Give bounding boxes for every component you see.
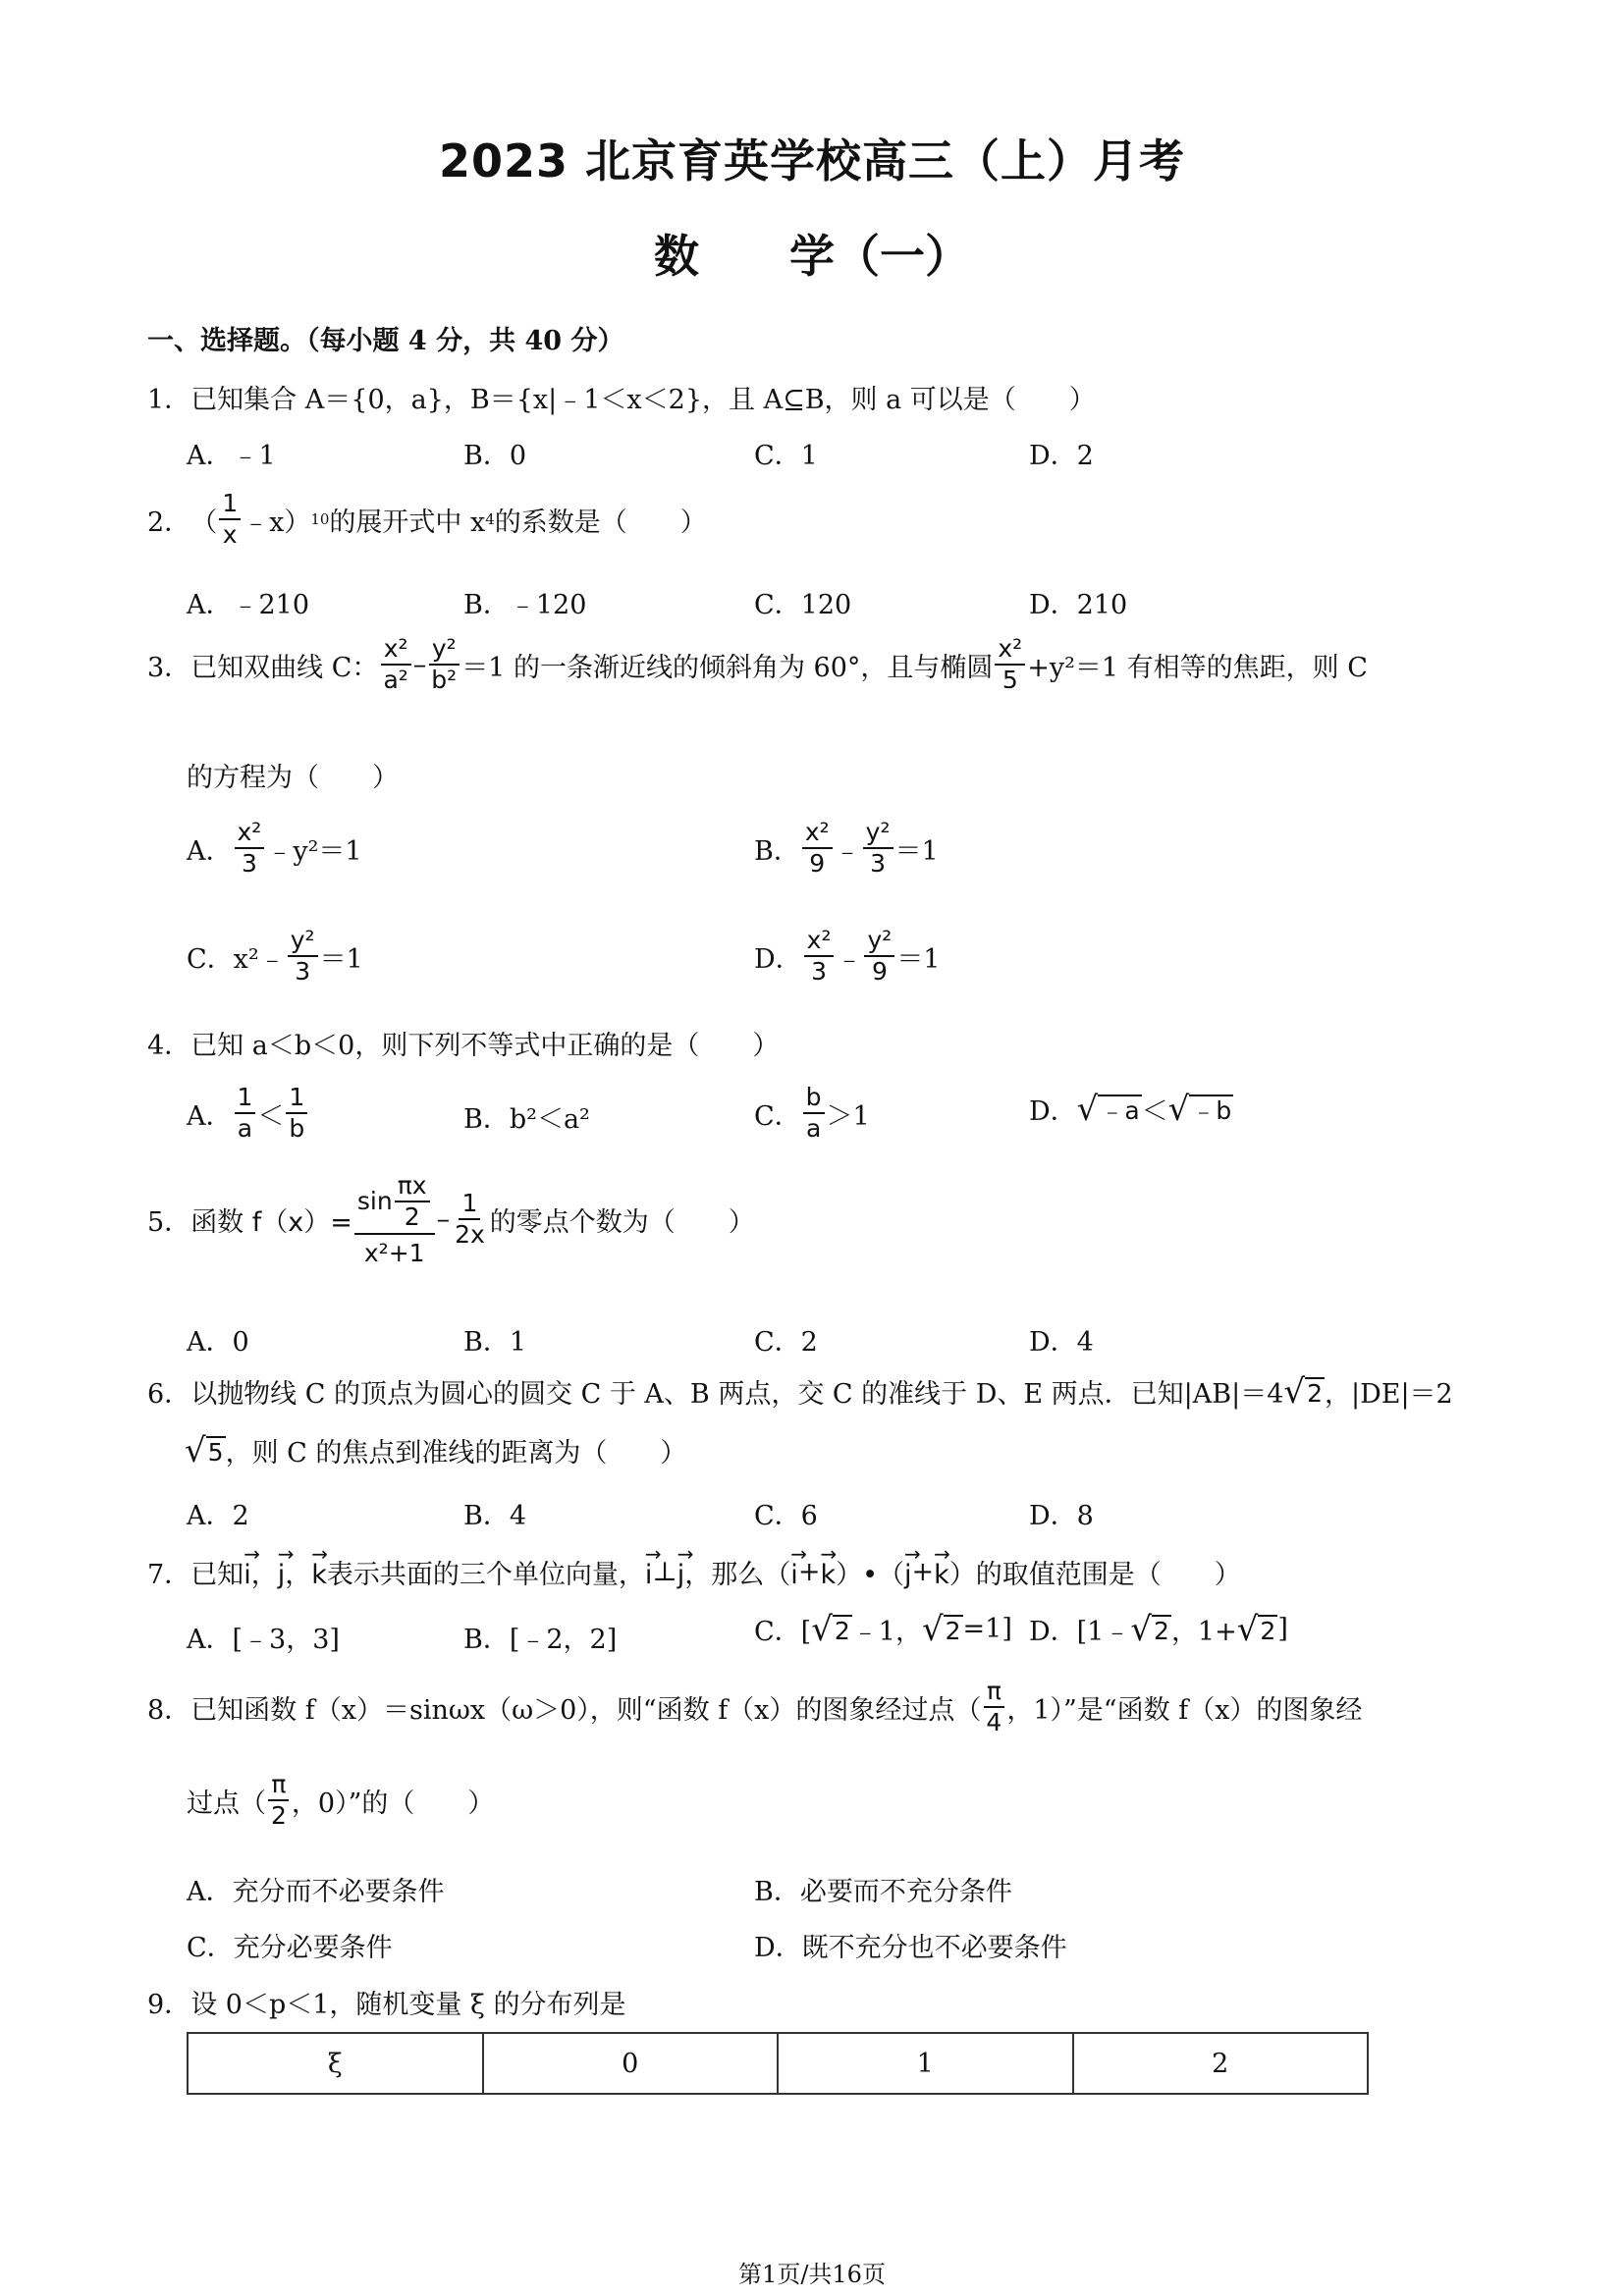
question-stem: 的展开式中 x <box>329 507 486 538</box>
fraction <box>235 820 265 878</box>
vector-k: → k <box>820 1554 836 1590</box>
q1-option-b: B．0 <box>463 441 527 471</box>
question-4 <box>147 1024 779 1062</box>
q4-option-d <box>1029 1090 1233 1128</box>
question-stem: ，那么（ <box>684 1560 791 1590</box>
q2-option-d: D．210 <box>1029 590 1128 620</box>
plus-sign: + <box>911 1557 935 1587</box>
vector-j: → j <box>677 1554 685 1590</box>
option-pre: x²﹣ <box>233 943 286 975</box>
greater-than-one: ＞1 <box>826 1100 870 1132</box>
minus-sign: – <box>412 649 427 680</box>
option-post: =1] <box>962 1614 1012 1644</box>
q3-option-d <box>754 928 941 986</box>
option-label: C． <box>187 943 234 975</box>
big-fraction <box>354 1173 435 1266</box>
question-number: 5． <box>147 1206 191 1238</box>
fraction-numerator: x² <box>802 820 833 849</box>
q1-option-a: A．﹣1 <box>187 441 276 471</box>
fraction-numerator: 1 <box>459 1191 480 1220</box>
exponent: 10 <box>310 510 330 529</box>
fraction <box>452 1191 488 1249</box>
sqrt-expression: √ ﹣b <box>1167 1089 1232 1129</box>
question-stem: 已知函数 f（x）＝sinωx（ω＞0），则“函数 f（x）的图象经过点（ <box>190 1694 982 1726</box>
comma: ， <box>285 1560 312 1590</box>
question-stem: ＝1 的一条渐近线的倾斜角为 60°，且与椭圆 <box>461 652 994 683</box>
radicand: 2 <box>1307 1378 1323 1408</box>
q5-option-b: B．1 <box>463 1327 527 1358</box>
q8-option-b: B．必要而不充分条件 <box>754 1877 1012 1907</box>
fraction <box>803 1085 825 1143</box>
fraction-denominator: x <box>222 520 238 550</box>
fraction-denominator: 2 <box>271 1801 287 1831</box>
fraction <box>995 636 1025 694</box>
q6-option-c: C．6 <box>754 1501 818 1531</box>
fraction-denominator: a <box>237 1114 253 1144</box>
option-label: D． <box>1029 1096 1077 1127</box>
question-number: 8． <box>147 1694 191 1726</box>
question-stem: 表示共面的三个单位向量， <box>326 1560 645 1590</box>
q1-option-d: D．2 <box>1029 441 1094 471</box>
sqrt-expression: √ 2 <box>811 1609 850 1649</box>
vector-j: → j <box>904 1554 912 1590</box>
fraction-denominator: x²+1 <box>363 1238 425 1267</box>
fraction-denominator: 3 <box>811 957 828 987</box>
fraction-numerator: y² <box>429 636 460 666</box>
q7-option-c <box>754 1610 1012 1648</box>
question-stem: 已知 a＜b＜0，则下列不等式中正确的是（ ） <box>190 1031 780 1061</box>
q5-option-d: D．4 <box>1029 1327 1094 1358</box>
option-rest: ＝1 <box>319 943 363 975</box>
sqrt-expression: √ 5 <box>185 1430 224 1470</box>
fraction-denominator: 2 <box>404 1202 420 1232</box>
minus-sign: – <box>436 1203 451 1235</box>
paren-open: （ <box>190 507 218 538</box>
q8-option-a: A．充分而不必要条件 <box>187 1877 445 1907</box>
radicand: 2 <box>1154 1616 1169 1645</box>
sin-label: sin <box>356 1187 393 1216</box>
fraction-numerator: y² <box>288 928 318 957</box>
question-stem-tail: 的零点个数为（ ） <box>489 1206 755 1238</box>
fraction <box>428 636 460 694</box>
question-9 <box>147 1983 625 2021</box>
sqrt-expression: √ 2 <box>1236 1609 1276 1649</box>
section-heading: 一、选择题。（每小题 4 分，共 40 分） <box>147 326 624 356</box>
option-rest: ＝1 <box>896 943 941 975</box>
question-number: 2． <box>147 507 191 538</box>
question-5 <box>147 1173 755 1266</box>
fraction-denominator: 3 <box>295 957 311 987</box>
option-label: A． <box>187 835 233 867</box>
dot-product: ）•（ <box>836 1560 905 1590</box>
fraction-numerator: b <box>803 1085 825 1114</box>
question-stem: ，0）”的（ ） <box>291 1788 495 1819</box>
option-label: B． <box>754 835 800 867</box>
fraction-numerator: 1 <box>235 1085 256 1114</box>
question-8-line2 <box>187 1772 494 1830</box>
q7-option-a: A．[﹣3，3] <box>187 1625 340 1655</box>
fraction-numerator: x² <box>995 636 1025 666</box>
question-number: 9． <box>147 1990 191 2020</box>
option-label: D．[1﹣ <box>1029 1617 1131 1647</box>
binomial-tail: ﹣x） <box>243 507 311 538</box>
sqrt-expression: √ ﹣a <box>1076 1089 1140 1129</box>
q1-option-c: C．1 <box>754 441 818 471</box>
q6-option-d: D．8 <box>1029 1501 1094 1531</box>
question-stem: 已知双曲线 C： <box>190 652 379 683</box>
question-6 <box>147 1372 1453 1411</box>
exam-subtitle: 数 学（一） <box>654 230 970 283</box>
fraction-numerator: y² <box>863 820 893 849</box>
question-stem: 已知 <box>190 1560 244 1590</box>
fraction-numerator: π <box>984 1679 1004 1708</box>
perp-sign: ⊥ <box>652 1557 677 1587</box>
plus-sign: + <box>797 1557 821 1587</box>
fraction <box>286 1085 307 1143</box>
q6-option-b: B．4 <box>463 1501 527 1531</box>
question-number: 3． <box>147 652 191 683</box>
fraction <box>380 636 410 694</box>
fraction-numerator: x² <box>235 820 265 849</box>
q4-option-b: B．b²＜a² <box>463 1104 590 1135</box>
question-stem-tail: ）的取值范围是（ ） <box>948 1560 1241 1590</box>
fraction <box>863 820 893 878</box>
fraction-numerator: x² <box>381 636 411 666</box>
radicand: 5 <box>207 1437 224 1467</box>
fraction-denominator: 9 <box>871 957 888 987</box>
fraction-numerator: π <box>268 1772 289 1801</box>
vector-j: → j <box>278 1554 286 1590</box>
fraction-numerator <box>354 1173 435 1235</box>
fraction <box>864 928 894 986</box>
fraction <box>219 491 241 549</box>
question-7 <box>147 1553 1241 1591</box>
fraction-denominator: 9 <box>809 849 826 879</box>
comma: ， <box>250 1560 278 1590</box>
fraction <box>802 820 833 878</box>
fraction-numerator: x² <box>804 928 835 957</box>
question-stem: +y²＝1 有相等的焦距，则 C <box>1027 652 1368 683</box>
q2-option-a: A．﹣210 <box>187 590 310 620</box>
question-stem: 已知集合 A＝{0，a}，B＝{x|﹣1＜x＜2}，且 A⊆B，则 a 可以是（ ） <box>190 385 1096 415</box>
fraction-denominator: 3 <box>241 849 257 879</box>
radicand: ﹣b <box>1191 1095 1232 1125</box>
option-mid: ﹣1， <box>851 1617 922 1647</box>
q8-option-d: D．既不充分也不必要条件 <box>754 1933 1067 1963</box>
fraction-denominator: b² <box>431 666 458 695</box>
option-label: A． <box>187 1100 233 1132</box>
fraction-numerator: πx <box>395 1173 430 1202</box>
radicand: ﹣a <box>1100 1095 1140 1125</box>
table-cell: 0 <box>483 2033 779 2094</box>
q3-option-a <box>187 820 362 878</box>
radicand: 2 <box>1260 1616 1276 1645</box>
table-cell: ξ <box>188 2033 483 2094</box>
question-stem: ，1）”是“函数 f（x）的图象经 <box>1006 1694 1363 1726</box>
q5-option-a: A．0 <box>187 1327 249 1358</box>
table-row <box>188 2033 1368 2094</box>
question-number: 1． <box>147 385 191 415</box>
option-label: D． <box>754 943 802 975</box>
question-stem: ，|DE|＝2 <box>1324 1379 1453 1410</box>
distribution-table <box>187 2032 1369 2095</box>
q3-option-c <box>187 928 363 986</box>
question-stem-tail: 的系数是（ ） <box>494 507 707 538</box>
sqrt-expression: √ 2 <box>1283 1371 1323 1412</box>
fraction-numerator: y² <box>864 928 894 957</box>
q4-option-c <box>754 1085 870 1143</box>
page-footer: 第1页/共16页 <box>738 2261 886 2288</box>
question-8 <box>147 1679 1362 1736</box>
question-6-line2 <box>185 1431 686 1469</box>
fraction-denominator: 5 <box>1001 666 1018 695</box>
exam-title: 2023 北京育英学校高三（上）月考 <box>438 134 1186 187</box>
question-stem: 函数 f（x）= <box>190 1206 352 1238</box>
radicand: 2 <box>834 1616 850 1645</box>
fraction-denominator: b <box>289 1114 305 1144</box>
sqrt-expression: √ 2 <box>921 1609 961 1649</box>
q7-option-b: B．[﹣2，2] <box>463 1625 618 1655</box>
q3-option-b <box>754 820 939 878</box>
option-rest: ＝1 <box>894 835 939 867</box>
fraction <box>235 1085 256 1143</box>
option-label: C． <box>754 1100 801 1132</box>
option-post: ] <box>1277 1614 1288 1644</box>
question-stem: 以抛物线 C 的顶点为圆心的圆交 C 于 A、B 两点，交 C 的准线于 D、E 两点．已知|AB|＝4 <box>190 1379 1284 1410</box>
fraction <box>804 928 835 986</box>
q4-option-a <box>187 1085 309 1143</box>
q6-option-a: A．2 <box>187 1501 249 1531</box>
table-cell: 2 <box>1073 2033 1369 2094</box>
sqrt-expression: √ 2 <box>1130 1609 1169 1649</box>
table-cell: 1 <box>778 2033 1073 2094</box>
fraction-denominator: a² <box>383 666 408 695</box>
minus-sign: ﹣ <box>834 835 861 867</box>
fraction-denominator: 4 <box>986 1708 1002 1737</box>
fraction-denominator: a <box>805 1114 822 1144</box>
option-label: C．[ <box>754 1617 812 1647</box>
question-stem: 设 0＜p＜1，随机变量 ξ 的分布列是 <box>190 1990 626 2020</box>
fraction <box>395 1173 430 1231</box>
q2-option-b: B．﹣120 <box>463 590 587 620</box>
fraction-denominator: 2x <box>455 1220 485 1250</box>
question-3-line2: 的方程为（ ） <box>187 763 399 793</box>
option-rest: ﹣y²＝1 <box>266 835 362 867</box>
q2-option-c: C．120 <box>754 590 852 620</box>
question-2 <box>147 491 707 549</box>
question-3 <box>147 636 1368 694</box>
fraction <box>288 928 318 986</box>
question-stem: ，则 C 的焦点到准线的距离为（ ） <box>225 1438 687 1468</box>
q8-option-c: C．充分必要条件 <box>187 1933 393 1963</box>
exponent: 4 <box>485 510 495 529</box>
vector-i: → i <box>244 1554 251 1590</box>
minus-sign: ﹣ <box>836 943 863 975</box>
vector-k: → k <box>311 1554 327 1590</box>
question-number: 7． <box>147 1560 191 1590</box>
fraction <box>983 1679 1004 1736</box>
question-stem: 过点（ <box>187 1788 266 1819</box>
vector-i: → i <box>790 1554 798 1590</box>
q5-option-c: C．2 <box>754 1327 818 1358</box>
question-number: 6． <box>147 1379 191 1410</box>
less-than-sign: ＜ <box>257 1100 285 1132</box>
question-number: 4． <box>147 1031 191 1061</box>
fraction-denominator: 3 <box>870 849 887 879</box>
vector-k: → k <box>934 1554 949 1590</box>
fraction-numerator: 1 <box>286 1085 307 1114</box>
less-than-sign: ＜ <box>1141 1096 1168 1127</box>
vector-i: → i <box>645 1554 653 1590</box>
question-1 <box>147 378 1096 416</box>
fraction-numerator: 1 <box>219 491 241 520</box>
radicand: 2 <box>945 1616 961 1645</box>
q7-option-d <box>1029 1610 1288 1648</box>
fraction <box>268 1772 290 1830</box>
option-mid: ，1+ <box>1170 1617 1237 1647</box>
